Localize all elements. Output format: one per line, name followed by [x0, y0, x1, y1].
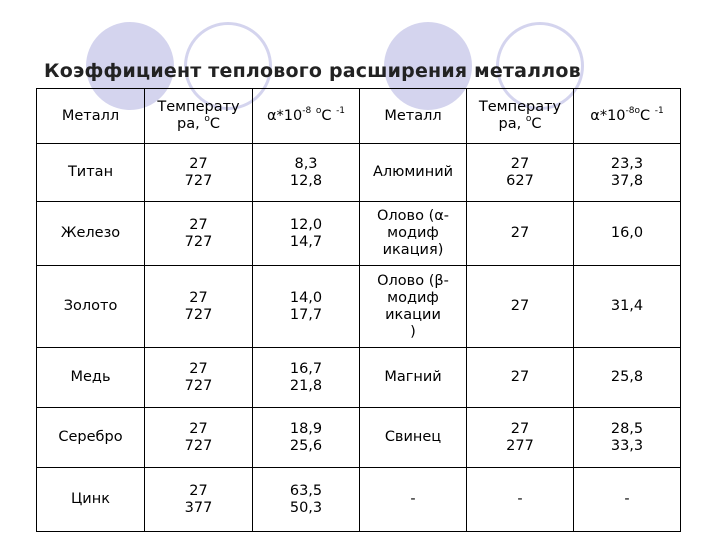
- cell-temperature-1: 27 377: [145, 468, 253, 532]
- cell-alpha-2: -: [574, 468, 681, 532]
- table-row: [37, 144, 681, 202]
- cell-temperature-2: -: [467, 468, 574, 532]
- table-header-row: [37, 89, 681, 144]
- cell-alpha-2: 28,5 33,3: [574, 408, 681, 468]
- cell-alpha-2: 31,4: [574, 266, 681, 348]
- page-title: Коэффициент теплового расширения металлов: [44, 60, 581, 82]
- cell-alpha-1: 16,7 21,8: [253, 348, 360, 408]
- cell-metal-2: Свинец: [360, 408, 467, 468]
- header-temperature-1: Температу ра, $^o$C: [145, 89, 253, 144]
- cell-alpha-1: 14,0 17,7: [253, 266, 360, 348]
- cell-temperature-2: 27: [467, 202, 574, 266]
- table-row: [37, 348, 681, 408]
- cell-temperature-1: 27 727: [145, 202, 253, 266]
- header-metal-2: Металл: [360, 89, 467, 144]
- cell-metal-2: Олово (α- модиф икация): [360, 202, 467, 266]
- cell-metal-1: Медь: [37, 348, 145, 408]
- table-row: [37, 266, 681, 348]
- cell-metal-1: Золото: [37, 266, 145, 348]
- cell-metal-1: Цинк: [37, 468, 145, 532]
- cell-alpha-2: 16,0: [574, 202, 681, 266]
- header-alpha-1: $\alpha*10^{-8}$ $^o$C $^{-1}$: [253, 89, 360, 144]
- cell-metal-2: Магний: [360, 348, 467, 408]
- cell-metal-1: Серебро: [37, 408, 145, 468]
- table-row: [37, 202, 681, 266]
- cell-alpha-1: 18,9 25,6: [253, 408, 360, 468]
- cell-metal-1: Железо: [37, 202, 145, 266]
- cell-temperature-2: 27 627: [467, 144, 574, 202]
- cell-alpha-2: 25,8: [574, 348, 681, 408]
- table-row: [37, 468, 681, 532]
- cell-temperature-2: 27: [467, 348, 574, 408]
- cell-alpha-1: 8,3 12,8: [253, 144, 360, 202]
- header-temperature-2: Температу ра, $^o$C: [467, 89, 574, 144]
- cell-metal-1: Титан: [37, 144, 145, 202]
- header-alpha-2: $\alpha*10^{-8o}C$ $^{-1}$: [574, 89, 681, 144]
- cell-alpha-1: 63,5 50,3: [253, 468, 360, 532]
- cell-metal-2: Алюминий: [360, 144, 467, 202]
- cell-temperature-1: 27 727: [145, 266, 253, 348]
- cell-temperature-2: 27: [467, 266, 574, 348]
- cell-alpha-2: 23,3 37,8: [574, 144, 681, 202]
- cell-temperature-1: 27 727: [145, 348, 253, 408]
- cell-temperature-2: 27 277: [467, 408, 574, 468]
- cell-metal-2: -: [360, 468, 467, 532]
- header-metal-1: Металл: [37, 89, 145, 144]
- cell-metal-2: Олово (β- модиф икации ): [360, 266, 467, 348]
- cell-alpha-1: 12,0 14,7: [253, 202, 360, 266]
- metals-table: [36, 88, 681, 532]
- cell-temperature-1: 27 727: [145, 408, 253, 468]
- cell-temperature-1: 27 727: [145, 144, 253, 202]
- table-row: [37, 408, 681, 468]
